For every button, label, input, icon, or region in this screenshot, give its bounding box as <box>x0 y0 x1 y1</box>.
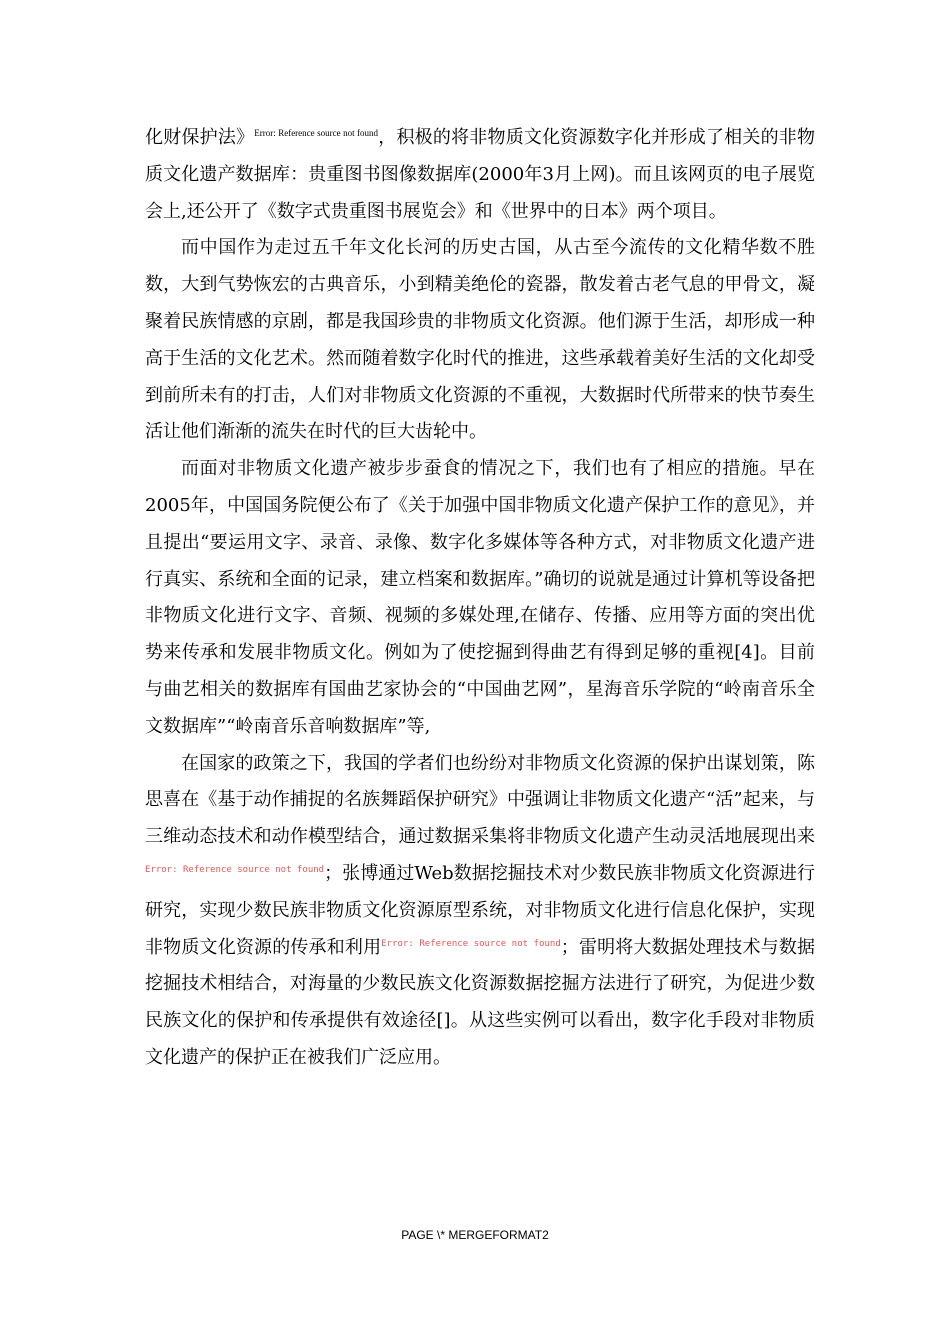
document-body <box>145 120 815 1077</box>
paragraph-2-text: 而中国作为走过五千年文化长河的历史古国，从古至今流传的文化精华数不胜数，大到气势恢宏的古典音乐，小到精美绝伦的瓷器，散发着古老气息的甲骨文，凝聚着民族情感的京剧，都是我国珍贵的非物质文化资源。他们源于生活，却形成一种高于生活的文化艺术。然而随着数字化时代的推进，这些承载着美好生活的文化却受到前所未有的打击，人们对非物质文化资源的不重视，大数据时代所带来的快节奏生活让他们渐渐的流失在时代的巨大齿轮中。 <box>145 237 815 443</box>
reference-error-field: Error: Reference source not found <box>254 128 379 138</box>
paragraph-3 <box>145 451 815 745</box>
paragraph-4-text-1: 在国家的政策之下，我国的学者们也纷纷对非物质文化资源的保护出谋划策，陈思喜在《基于动作捕捉的名族舞蹈保护研究》中强调让非物质文化遗产“活”起来，与三维动态技术和动作模型结合，通过数据采集将非物质文化遗产生动灵活地展现出来 <box>145 752 815 848</box>
paragraph-1-text-2: ，积极的将非物质文化资源数字化并形成了相关的非物质文化遗产数据库：贵重图书图像数据库(2000年3月上网)。而且该网页的电子展览会上,还公开了《数字式贵重图书展览会》和《世界中的日本》两个项目。 <box>145 127 816 222</box>
paragraph-4-text-2: ；张博通过Web数据挖掘技术对少数民族非物质文化资源进行研究，实现少数民族非物质文化资源原型系统，对非物质文化进行信息化保护，实现非物质文化资源的传承和利用 <box>145 862 815 958</box>
page-number-field: PAGE \* MERGEFORMAT2 <box>401 1228 549 1242</box>
reference-error-field: Error: Reference source not found <box>145 864 325 875</box>
paragraph-2 <box>145 230 815 451</box>
paragraph-1-text-1: 化财保护法》 <box>145 127 255 148</box>
paragraph-4-text-3: ；雷明将大数据处理技术与数据挖掘技术相结合，对海量的少数民族文化资源数据挖掘方法进行了研究，为促进少数民族文化的保护和传承提供有效途径[]。从这些实例可以看出，数字化手段对非物质文化遗产的保护正在被我们广泛应用。 <box>145 936 816 1068</box>
reference-error-field: Error: Reference source not found <box>381 938 561 949</box>
page-footer <box>0 1228 950 1242</box>
paragraph-4 <box>145 746 815 1077</box>
paragraph-1 <box>145 120 815 230</box>
paragraph-3-text: 而面对非物质文化遗产被步步蚕食的情况之下，我们也有了相应的措施。早在2005年，中国国务院便公布了《关于加强中国非物质文化遗产保护工作的意见》，并且提出“要运用文字、录音、录像、数字化多媒体等各种方式，对非物质文化遗产进行真实、系统和全面的记录，建立档案和数据库。”确切的说就是通过计算机等设备把非物质文化进行文字、音频、视频的多媒处理,在储存、传播、应用等方面的突出优势来传承和发展非物质文化。例如为了使挖掘到得曲艺有得到足够的重视[4]。目前与曲艺相关的数据库有国曲艺家协会的“中国曲艺网”，星海音乐学院的“岭南音乐全文数据库”“岭南音乐音响数据库”等, <box>145 458 815 737</box>
